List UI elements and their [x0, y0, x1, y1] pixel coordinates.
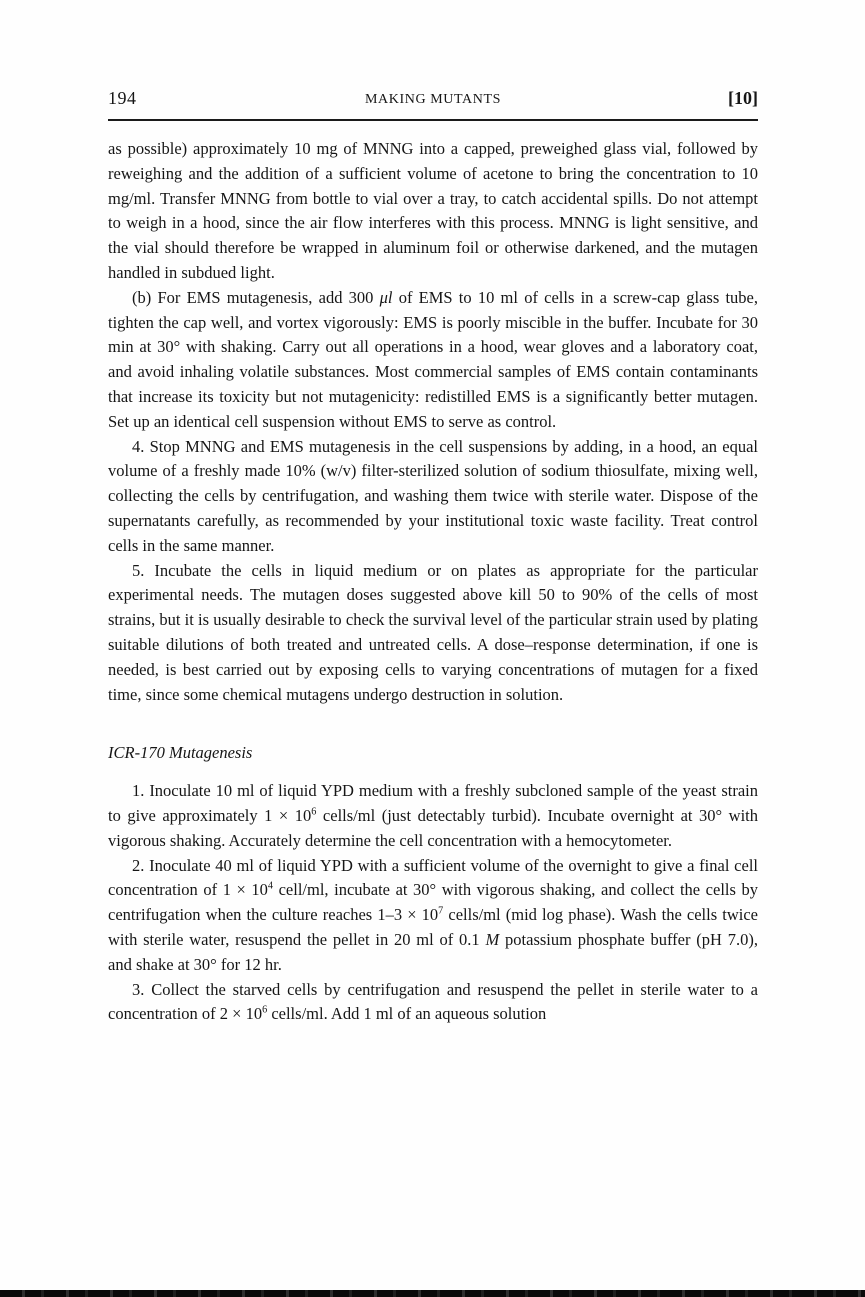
paragraph-icr-step-3: 3. Collect the starved cells by centrifugation and resuspend the pellet in sterile water to a concentration of $2 \times 10^6$ cells/ml. Add 1 ml of an aqueous solution [108, 979, 758, 1024]
chapter-number-label: [10] [728, 88, 758, 108]
paragraph-mnng-continuation: as possible) approximately 10 mg of MNNG into a capped, preweighed glass vial, followed by reweighing and the addition of a sufficient volume of acetone to bring the concentration to 10 mg/ml. Transfer MNNG from bottle to vial over a tray, to catch accidental spills. Do not attempt to weigh in a hood, since the air flow interferes with this process. MNNG is light sensitive, and the vial should therefore be wrapped in aluminum foil or otherwise darkened, and the mutagen handled in subdued light. [108, 139, 758, 282]
paragraph-icr-step-1: 1. Inoculate 10 ml of liquid YPD medium with a freshly subcloned sample of the yeast strain to give approximately $1 \times 10^6$ cells/ml (just detectably turbid). Incubate overnight at 30° with vigorous shaking. Accurately determine the cell concentration with a hemocytometer. [108, 781, 758, 850]
page-body [108, 137, 758, 1027]
page-header [108, 88, 758, 114]
paragraph-step-5-incubate: 5. Incubate the cells in liquid medium or on plates as appropriate for the particular experimental needs. The mutagen doses suggested above kill 50 to 90% of the cells of most strains, but it is usually desirable to check the survival level of the particular strain used by plating suitable dilutions of both treated and untreated cells. A dose–response determination, if one is needed, is best carried out by exposing cells to varying concentrations of mutagen for a fixed time, since some chemical mutagens undergo destruction in solution. [108, 560, 758, 704]
running-title: MAKING MUTANTS [365, 92, 501, 107]
paragraph-step-4-stop-mutagenesis: 4. Stop MNNG and EMS mutagenesis in the cell suspensions by adding, in a hood, an equal volume of a freshly made 10% (w/v) filter-sterilized solution of sodium thiosulfate, mixing well, collecting the cells by centrifugation, and washing them twice with sterile water. Dispose of the supernatants carefully, as recommended by your institutional toxic waste facility. Treat control cells in the same manner. [108, 436, 758, 555]
bottom-scan-artifact-band [0, 1290, 865, 1297]
page-number: 194 [108, 88, 137, 108]
header-rule [108, 119, 758, 121]
paragraph-ems-mutagenesis: (b) For EMS mutagenesis, add 300 μl of EMS to 10 ml of cells in a screw-cap glass tube, tighten the cap well, and vortex vigorously: EMS is poorly miscible in the buffer. Incubate for 30 min at 30° with shaking. Carry out all operations in a hood, wear gloves and a laboratory coat, and avoid inhaling volatile substances. Most commercial samples of EMS contain contaminants that increase its toxicity but not mutagenicity: redistilled EMS is a significantly better mutagen. Set up an identical cell suspension without EMS to serve as control. [108, 287, 758, 431]
section-heading-icr-170: ICR-170 Mutagenesis [108, 743, 253, 763]
paragraph-icr-step-2: 2. Inoculate 40 ml of liquid YPD with a sufficient volume of the overnight to give a final cell concentration of $1 \times 10^4$ cell/ml, incubate at 30° with vigorous shaking, and collect the cells by centrifugation when the culture reaches $1-3 \times 10^7$ cells/ml (mid log phase). Wash the cells twice with sterile water, resuspend the pellet in 20 ml of 0.1 M potassium phosphate buffer (pH 7.0), and shake at 30° for 12 hr. [108, 855, 758, 974]
